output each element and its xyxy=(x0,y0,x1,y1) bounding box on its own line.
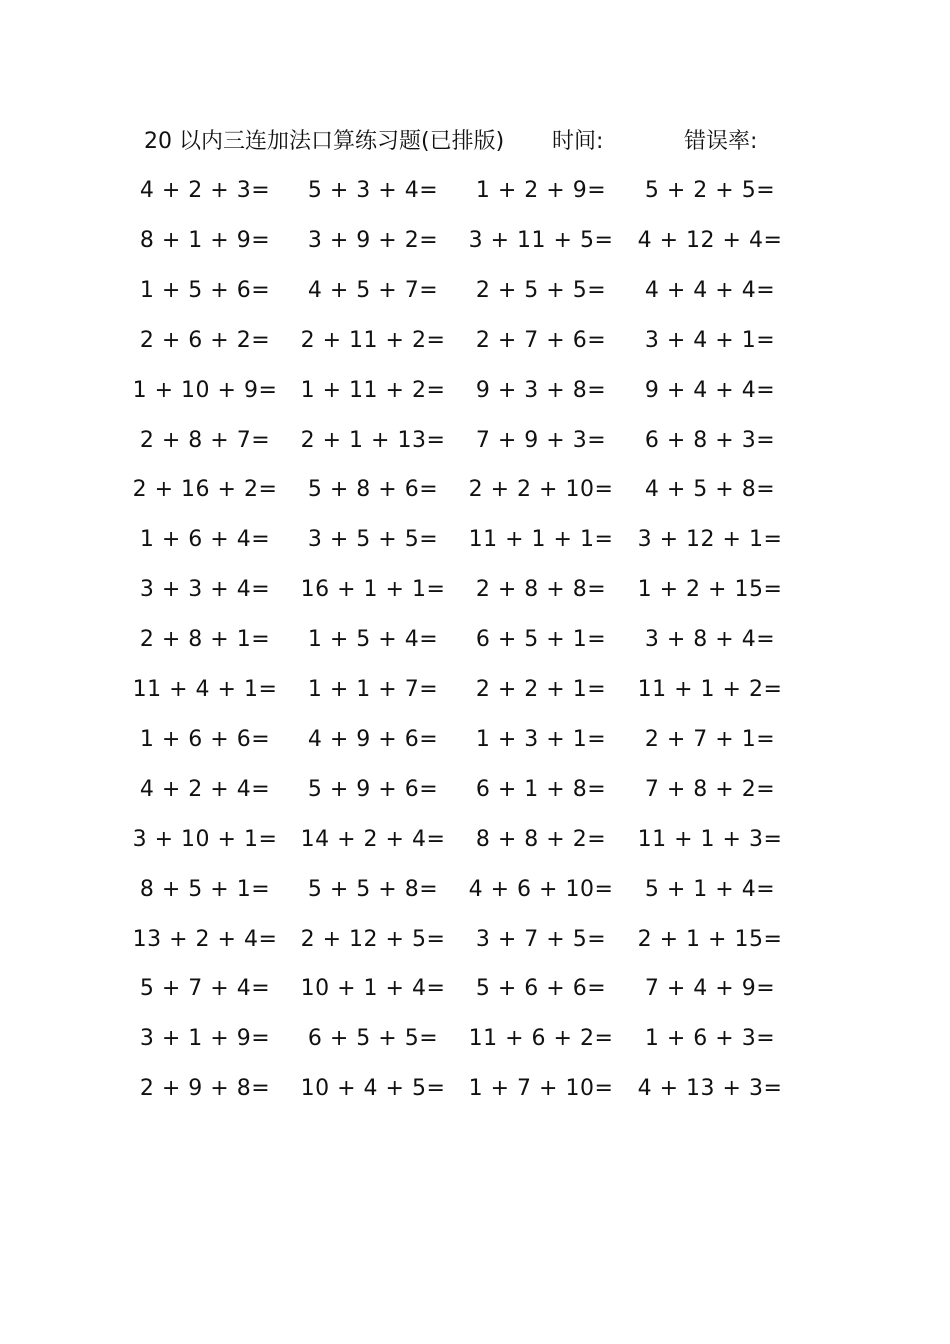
math-problem: 5 + 1 + 4= xyxy=(644,876,776,902)
math-problem: 6 + 5 + 1= xyxy=(475,627,607,653)
math-problem: 5 + 6 + 6= xyxy=(475,976,607,1002)
math-problem: 7 + 8 + 2= xyxy=(644,776,776,802)
math-problem: 3 + 1 + 9= xyxy=(139,1026,271,1052)
math-problem: 6 + 8 + 3= xyxy=(644,427,776,453)
math-problem: 1 + 2 + 9= xyxy=(475,178,607,203)
math-problem: 6 + 5 + 5= xyxy=(307,1026,439,1052)
math-problem: 1 + 5 + 4= xyxy=(307,627,439,653)
math-problem: 1 + 10 + 9= xyxy=(132,377,278,403)
math-problem: 2 + 2 + 10= xyxy=(468,477,614,503)
math-problem: 5 + 5 + 8= xyxy=(307,876,439,902)
math-problem: 2 + 8 + 1= xyxy=(139,627,271,653)
math-problem: 16 + 1 + 1= xyxy=(300,577,446,603)
math-problem: 1 + 2 + 15= xyxy=(637,577,783,603)
math-problem: 1 + 6 + 6= xyxy=(139,726,271,752)
math-problem: 4 + 2 + 4= xyxy=(139,776,271,802)
math-problem: 4 + 12 + 4= xyxy=(637,227,783,253)
math-problem: 3 + 8 + 4= xyxy=(644,627,776,653)
math-problem: 1 + 1 + 7= xyxy=(307,677,439,702)
math-problem: 3 + 5 + 5= xyxy=(307,527,439,553)
math-problem: 3 + 3 + 4= xyxy=(139,577,271,603)
math-problem: 5 + 2 + 5= xyxy=(644,178,776,203)
math-problem: 5 + 8 + 6= xyxy=(307,477,439,503)
math-problem: 3 + 12 + 1= xyxy=(637,527,783,553)
worksheet-title: 20 以内三连加法口算练习题(已排版) xyxy=(144,129,505,154)
math-problem: 5 + 9 + 6= xyxy=(307,776,439,802)
math-problem: 2 + 8 + 7= xyxy=(139,427,271,453)
math-problem: 2 + 1 + 15= xyxy=(637,926,783,952)
math-problem: 8 + 8 + 2= xyxy=(475,826,607,852)
math-problem: 2 + 9 + 8= xyxy=(139,1076,271,1102)
math-problem: 2 + 7 + 1= xyxy=(644,726,776,752)
math-problem: 4 + 2 + 3= xyxy=(139,178,271,203)
math-problem: 7 + 9 + 3= xyxy=(475,427,607,453)
math-problem: 9 + 4 + 4= xyxy=(644,377,776,403)
math-problem: 4 + 5 + 8= xyxy=(644,477,776,503)
math-problem: 9 + 3 + 8= xyxy=(475,377,607,403)
math-problem: 3 + 7 + 5= xyxy=(475,926,607,952)
math-problem: 4 + 5 + 7= xyxy=(307,277,439,303)
error-rate-label: 错误率: xyxy=(684,129,758,154)
math-problem: 13 + 2 + 4= xyxy=(132,926,278,952)
math-problem: 10 + 1 + 4= xyxy=(300,976,446,1002)
math-problem: 2 + 16 + 2= xyxy=(132,477,278,503)
math-problem: 2 + 8 + 8= xyxy=(475,577,607,603)
math-problem: 2 + 7 + 6= xyxy=(475,327,607,353)
math-problem: 2 + 1 + 13= xyxy=(300,427,446,453)
math-problem: 8 + 5 + 1= xyxy=(139,876,271,902)
math-problem: 14 + 2 + 4= xyxy=(300,826,446,852)
math-problem: 3 + 10 + 1= xyxy=(132,826,278,852)
math-problem: 4 + 13 + 3= xyxy=(637,1076,783,1102)
math-problem: 1 + 6 + 4= xyxy=(139,527,271,553)
math-problem: 3 + 4 + 1= xyxy=(644,327,776,353)
math-problem: 6 + 1 + 8= xyxy=(475,776,607,802)
math-problem: 11 + 1 + 2= xyxy=(637,677,783,702)
math-problem: 8 + 1 + 9= xyxy=(139,227,271,253)
math-problem: 11 + 1 + 3= xyxy=(637,826,783,852)
math-problem: 5 + 3 + 4= xyxy=(307,178,439,203)
math-problem: 11 + 1 + 1= xyxy=(468,527,614,553)
math-problem: 1 + 5 + 6= xyxy=(139,277,271,303)
math-problem: 2 + 11 + 2= xyxy=(300,327,446,353)
math-problem: 4 + 9 + 6= xyxy=(307,726,439,752)
math-problem: 1 + 11 + 2= xyxy=(300,377,446,403)
math-problem: 4 + 6 + 10= xyxy=(468,876,614,902)
math-problem: 11 + 4 + 1= xyxy=(132,677,278,702)
math-problem: 7 + 4 + 9= xyxy=(644,976,776,1002)
math-problem: 10 + 4 + 5= xyxy=(300,1076,446,1102)
math-problem: 3 + 9 + 2= xyxy=(307,227,439,253)
math-problem: 5 + 7 + 4= xyxy=(139,976,271,1002)
math-problem: 2 + 12 + 5= xyxy=(300,926,446,952)
math-problem: 11 + 6 + 2= xyxy=(468,1026,614,1052)
math-problem: 2 + 5 + 5= xyxy=(475,277,607,303)
math-problem: 1 + 6 + 3= xyxy=(644,1026,776,1052)
math-problem: 2 + 6 + 2= xyxy=(139,327,271,353)
time-label: 时间: xyxy=(552,129,604,154)
math-problem: 1 + 7 + 10= xyxy=(468,1076,614,1102)
math-problem: 2 + 2 + 1= xyxy=(475,677,607,702)
math-problem: 3 + 11 + 5= xyxy=(468,227,614,253)
math-problem: 4 + 4 + 4= xyxy=(644,277,776,303)
math-problem: 1 + 3 + 1= xyxy=(475,726,607,752)
